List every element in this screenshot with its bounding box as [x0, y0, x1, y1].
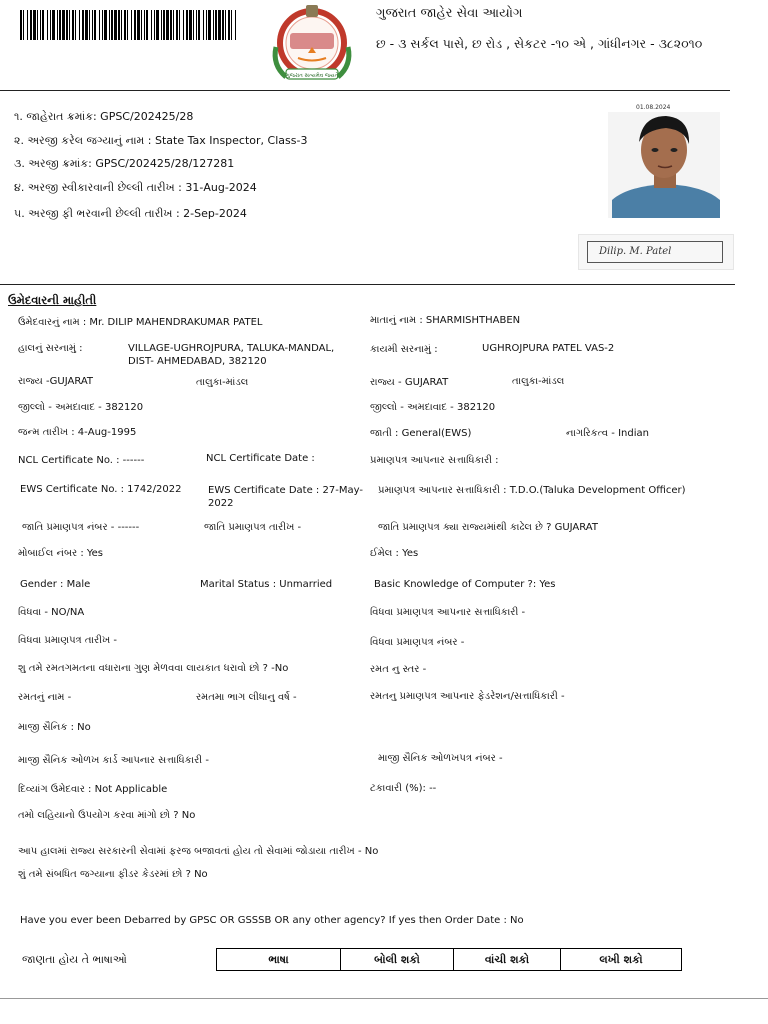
fee-last-date: ૫. અરજી ફી ભરવાની છેલ્લી તારીખ : 2-Sep-2024 — [14, 207, 247, 220]
mother-name: માતાનું નામ : SHARMISHTHABEN — [370, 315, 521, 326]
ex-serviceman-authority: માજી સૈનિક ઓળખ કાર્ડ આપનાર સત્તાધિકારી - — [18, 755, 209, 766]
candidate-signature — [578, 234, 734, 270]
permanent-address-value: UGHROJPURA PATEL VAS-2 — [482, 343, 615, 354]
debarred-question: Have you ever been Debarred by GPSC OR GSSSB OR any other agency? If yes then Order Date : No — [20, 915, 524, 926]
last-date: ૪. અરજી સ્વીકારવાની છેલ્લી તારીખ : 31-Aug-2024 — [14, 181, 257, 194]
application-number: ૩. અરજી ક્રમાંક: GPSC/202425/28/127281 — [14, 157, 235, 170]
ncl-authority: પ્રમાણપત્ર આપનાર સત્તાધિકારી : — [370, 455, 499, 466]
taluka-permanent: તાલુકા-માંડલ — [512, 376, 565, 387]
org-name: ગુજરાત જાહેર સેવા આયોગ — [376, 6, 523, 21]
govt-service-question: આપ હાલમાં રાજ્ય સરકારની સેવામાં ફરજ બજાવતાં હોય તો સેવામાં જોડાયા તારીખ - No — [18, 846, 379, 857]
current-address-label: હાલનું સરનામું : — [18, 343, 83, 354]
org-address: છ - ૩ સર્કલ પાસે, છ રોડ , સેકટર -૧૦ એ , ગાંધીનગર - ૩૮૨૦૧૦ — [376, 36, 703, 51]
languages-label: જાણતા હોય તે ભાષાઓ — [22, 953, 127, 966]
caste-certificate-date: જાતિ પ્રમાણપત્ર તારીખ - — [204, 522, 302, 533]
disabled-candidate: દિવ્યાંગ ઉમેદવાર : Not Applicable — [18, 784, 168, 795]
current-address-line2: DIST- AHMEDABAD, 382120 — [128, 356, 267, 367]
signature-text: Dilip. M. Patel — [599, 246, 672, 257]
language-table — [216, 948, 682, 971]
widow-certificate-authority: વિધવા પ્રમાણપત્ર આપનાર સત્તાધિકારી - — [370, 607, 526, 618]
disability-percentage: ટકાવારી (%): -- — [370, 783, 437, 794]
taluka-current: તાલુકા-માંડલ — [196, 377, 249, 388]
ews-authority: પ્રમાણપત્ર આપનાર સત્તાધિકારી : T.D.O.(Taluka Development Officer) — [378, 485, 686, 496]
date-of-birth: જન્મ તારીખ : 4-Aug-1995 — [18, 427, 137, 438]
ncl-certificate-date: NCL Certificate Date : — [206, 453, 315, 464]
state-permanent: રાજ્ય - GUJARAT — [370, 377, 449, 388]
widow-certificate-date: વિધવા પ્રમાણપત્ર તારીખ - — [18, 635, 118, 646]
email: ઈમેલ : Yes — [370, 548, 419, 559]
candidate-photo — [588, 104, 732, 224]
language-header: ભાષા — [217, 949, 341, 971]
writer-question: તમો લહિયાનો ઉપયોગ કરવા માંગો છો ? No — [18, 810, 196, 821]
logo-text: ગુજરાત સત્યમેવ જયતે — [285, 73, 339, 79]
photo-date: 01.08.2024 — [636, 104, 671, 111]
caste: જાતી : General(EWS) — [370, 428, 472, 439]
ews-certificate-number: EWS Certificate No. : 1742/2022 — [20, 484, 182, 495]
sport-year: રમતમા ભાગ લીધાનુ વર્ષ - — [196, 692, 297, 703]
caste-certificate-state: જાતિ પ્રમાણપત્ર ક્યા રાજ્યમાંથી કાઢેલ છે ? GUJARAT — [378, 522, 598, 533]
permanent-address-label: કાયમી સરનામું : — [370, 344, 438, 355]
district-current: જીલ્લો - અમદાવાદ - 382120 — [18, 402, 144, 413]
advt-number: ૧. જાહેરાત ક્રમાંક: GPSC/202425/28 — [14, 110, 194, 123]
can-speak-header: બોલી શકો — [341, 949, 454, 971]
sports-level: રમત નુ સ્તર - — [370, 664, 427, 675]
barcode — [20, 10, 238, 40]
district-permanent: જીલ્લો - અમદાવાદ - 382120 — [370, 402, 496, 413]
sport-name: રમતનું નામ - — [18, 692, 72, 703]
mobile-number: મોબાઈલ નંબર : Yes — [18, 548, 104, 559]
marital-status: Marital Status : Unmarried — [200, 579, 333, 590]
ews-certificate-date-line1: EWS Certificate Date : 27-May- — [208, 485, 363, 496]
language-table-header-row — [217, 949, 682, 971]
current-address-line1: VILLAGE-UGHROJPURA, TALUKA-MANDAL, — [128, 343, 335, 354]
gender: Gender : Male — [20, 579, 91, 590]
gpsc-logo — [268, 3, 356, 89]
ews-certificate-date-line2: 2022 — [208, 498, 234, 509]
widow: વિધવા - NO/NA — [18, 607, 85, 618]
feeder-cadre-question: શું તમે સંબધિત જગ્યાના ફીડર કેડરમાં છો ? No — [18, 869, 208, 880]
state-current: રાજ્ય -GUJARAT — [18, 376, 94, 387]
sport-certificate-authority: રમતનુ પ્રમાણપત્ર આપનાર ફેડરેશન/સત્તાધિકારી - — [370, 691, 565, 702]
sports-question: શુ તમે રમતગમતના વધારાના ગુણ મેળવવા લાયકાત ધરાવો છો ? -No — [18, 663, 289, 674]
can-read-header: વાંચી શકો — [454, 949, 561, 971]
ncl-certificate-number: NCL Certificate No. : ------ — [18, 455, 145, 466]
post-name: ૨. અરજી કરેલ જગ્યાનું નામ : State Tax Inspector, Class-3 — [14, 134, 308, 147]
widow-certificate-number: વિધવા પ્રમાણપત્ર નંબર - — [370, 637, 465, 648]
nationality: નાગરિકત્વ - Indian — [566, 428, 649, 439]
computer-knowledge: Basic Knowledge of Computer ?: Yes — [374, 579, 556, 590]
ex-serviceman: માજી સૈનિક : No — [18, 722, 91, 733]
can-write-header: લખી શકો — [561, 949, 682, 971]
candidate-name: ઉમેદવારનું નામ : Mr. DILIP MAHENDRAKUMAR PATEL — [18, 317, 263, 328]
section-title: ઉમેદવારની માહીતી — [8, 293, 97, 307]
ex-serviceman-id-number: માજી સૈનિક ઓળખપત્ર નંબર - — [378, 753, 503, 764]
caste-certificate-number: જાતિ પ્રમાણપત્ર નંબર - ------ — [22, 522, 140, 533]
